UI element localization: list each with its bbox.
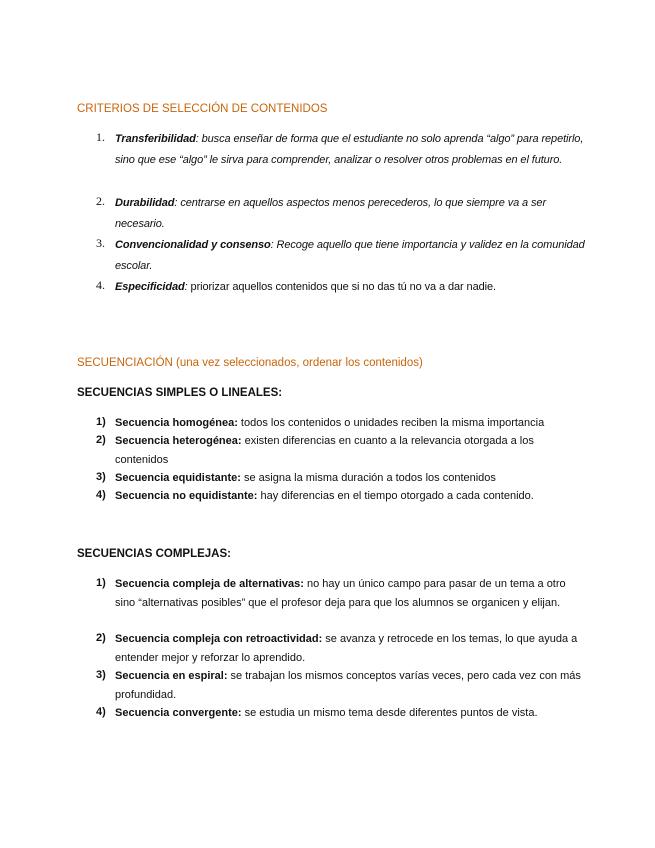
secuencia-text xyxy=(115,575,585,612)
secuencia-description: hay diferencias en el tiempo otorgado a cada contenido. xyxy=(257,490,534,502)
criterio-separator: : xyxy=(195,133,199,145)
list-number: 3. xyxy=(96,236,105,250)
secuencia-text xyxy=(115,630,585,667)
criterio-description: Recoge aquello que tiene importancia y validez en la comunidad escolar. xyxy=(115,239,585,272)
secuencia-text xyxy=(115,414,585,433)
criterio-term: Durabilidad xyxy=(115,197,175,209)
list-number: 4. xyxy=(96,278,105,292)
secuencia-term: Secuencia heterogénea: xyxy=(115,435,242,447)
secuencia-description: no hay un único campo para pasar de un tema a otro sino “alternativas posibles” que el profesor deja para que los alumnos se organicen y elijan. xyxy=(115,578,566,609)
criterio-text xyxy=(115,277,585,298)
list-number: 4) xyxy=(96,706,106,718)
secuencia-term: Secuencia convergente: xyxy=(115,707,242,719)
list-number: 1) xyxy=(96,416,106,428)
list-number: 2. xyxy=(96,194,105,208)
simples-heading: SECUENCIAS SIMPLES O LINEALES: xyxy=(77,387,283,399)
list-number: 1) xyxy=(96,577,106,589)
criterio-term: Especificidad xyxy=(115,281,185,293)
list-number: 3) xyxy=(96,471,106,483)
secuencia-text xyxy=(115,487,585,506)
secuencia-term: Secuencia en espiral: xyxy=(115,670,228,682)
secuencia-description: se estudia un mismo tema desde diferentes puntos de vista. xyxy=(241,707,538,719)
secuencia-text xyxy=(115,667,585,704)
criterio-separator: : xyxy=(174,197,178,209)
criterio-description: busca enseñar de forma que el estudiante no solo aprenda “algo” para repetirlo, sino que ese “algo” le sirva para comprender, analizar o resolver otros problemas en el futuro. xyxy=(115,133,584,166)
criterio-text xyxy=(115,193,585,235)
list-number: 2) xyxy=(96,434,106,446)
criterios-heading: CRITERIOS DE SELECCIÓN DE CONTENIDOS xyxy=(77,103,328,115)
list-number: 4) xyxy=(96,489,106,501)
complejas-heading: SECUENCIAS COMPLEJAS: xyxy=(77,548,231,560)
secuencia-text xyxy=(115,469,585,488)
list-number: 2) xyxy=(96,632,106,644)
secuencia-text xyxy=(115,704,585,723)
secuencia-term: Secuencia compleja con retroactividad: xyxy=(115,633,323,645)
criterio-term: Convencionalidad y consenso xyxy=(115,239,271,251)
criterio-description: priorizar aquellos contenidos que si no das tú no va a dar nadie. xyxy=(187,281,496,293)
secuenciacion-heading: SECUENCIACIÓN (una vez seleccionados, ordenar los contenidos) xyxy=(77,357,423,369)
criterio-description: centrarse en aquellos aspectos menos perecederos, lo que siempre va a ser necesario. xyxy=(115,197,547,230)
secuencia-term: Secuencia compleja de alternativas: xyxy=(115,578,304,590)
list-number: 1. xyxy=(96,130,105,144)
secuencia-text xyxy=(115,432,585,469)
criterio-text xyxy=(115,235,585,277)
criterio-term: Transferibilidad xyxy=(115,133,196,145)
secuencia-description: todos los contenidos o unidades reciben la misma importancia xyxy=(237,417,545,429)
criterio-separator: : xyxy=(270,239,274,251)
secuencia-description: se avanza y retrocede en los temas, lo que ayuda a entender mejor y reforzar lo aprendido. xyxy=(115,633,578,664)
secuencia-description: se trabajan los mismos conceptos varías veces, pero cada vez con más profundidad. xyxy=(115,670,581,701)
secuencia-term: Secuencia no equidistante: xyxy=(115,490,258,502)
criterio-text xyxy=(115,129,585,171)
secuencia-term: Secuencia homogénea: xyxy=(115,417,238,429)
secuencia-term: Secuencia equidistante: xyxy=(115,472,241,484)
secuencia-description: se asigna la misma duración a todos los contenidos xyxy=(240,472,496,484)
secuencia-description: existen diferencias en cuanto a la relevancia otorgada a los contenidos xyxy=(115,435,534,466)
list-number: 3) xyxy=(96,669,106,681)
criterio-separator: : xyxy=(184,281,188,293)
